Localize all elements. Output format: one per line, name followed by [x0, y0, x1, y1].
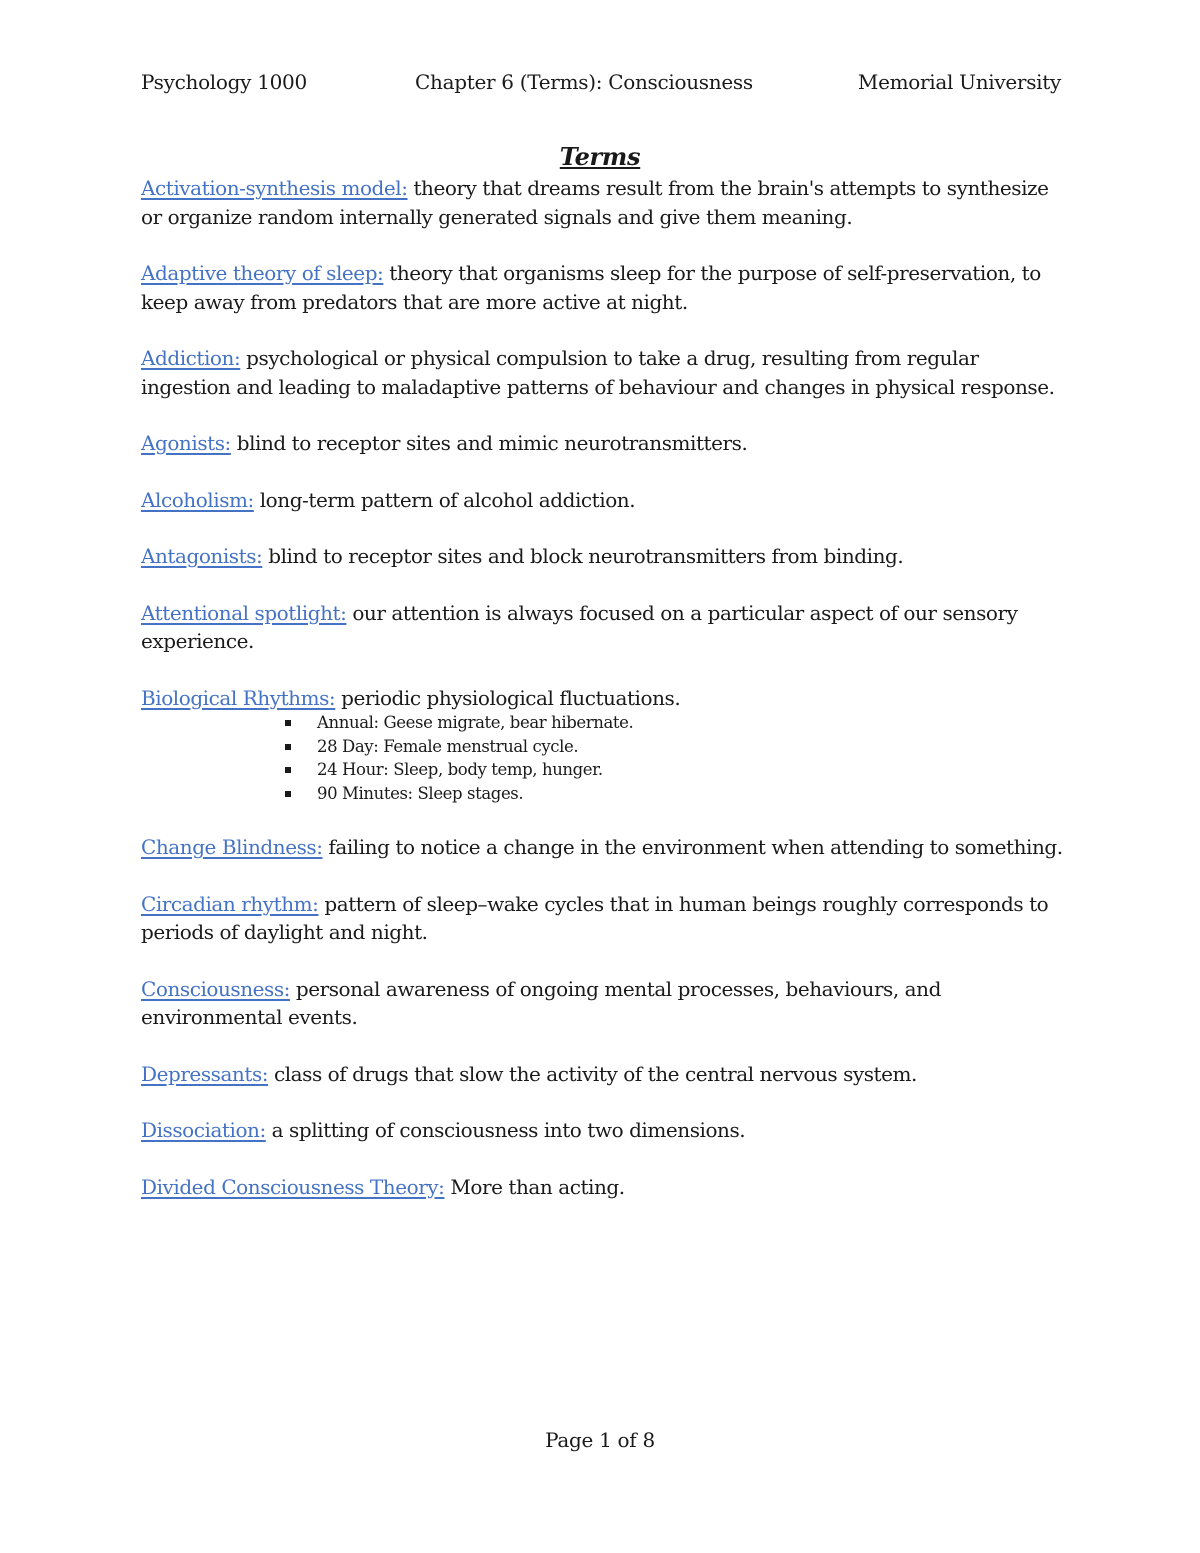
- term-entry: [141, 174, 1066, 231]
- university-name: Memorial University: [857, 70, 1061, 94]
- term-definition: our attention is always focused on a particular aspect of our sensory experience.: [141, 600, 1018, 653]
- term-link[interactable]: Divided Consciousness Theory:: [141, 1174, 445, 1199]
- term-definition: long-term pattern of alcohol addiction.: [253, 487, 636, 512]
- term-entry: [141, 599, 1066, 656]
- term-link[interactable]: Activation-synthesis model:: [141, 176, 408, 200]
- term-definition: theory that organisms sleep for the purpose of self-preservation, to keep away from predators that are more active at night.: [141, 261, 1041, 314]
- page-header: [141, 70, 1061, 100]
- term-entry: [141, 1060, 1066, 1089]
- term-link[interactable]: Agonists:: [141, 431, 231, 455]
- term-definition: More than acting.: [444, 1174, 625, 1199]
- term-entry: [141, 259, 1066, 316]
- term-entry: [141, 1173, 1066, 1202]
- term-link[interactable]: Antagonists:: [141, 544, 263, 568]
- bullet-item: 28 Day: Female menstrual cycle.: [285, 735, 1066, 759]
- term-link[interactable]: Attentional spotlight:: [141, 600, 347, 625]
- term-definition: theory that dreams result from the brain's attempts to synthesize or organize random internally generated signals and give them meaning.: [141, 176, 1049, 229]
- term-entry: [141, 833, 1066, 862]
- bullet-item: Annual: Geese migrate, bear hibernate.: [285, 711, 1066, 735]
- term-link[interactable]: Addiction:: [141, 346, 241, 370]
- section-title: Terms: [559, 142, 641, 171]
- term-link[interactable]: Biological Rhythms:: [141, 685, 336, 710]
- chapter-title: Chapter 6 (Terms): Consciousness: [415, 70, 753, 94]
- term-definition: psychological or physical compulsion to take a drug, resulting from regular ingestion and leading to maladaptive patterns of behaviour and changes in physical response.: [141, 346, 1055, 399]
- term-entry: [141, 684, 1066, 806]
- term-link[interactable]: Consciousness:: [141, 976, 290, 1001]
- term-entry: [141, 344, 1066, 401]
- course-name: Psychology 1000: [141, 70, 307, 94]
- bullet-item: 24 Hour: Sleep, body temp, hunger.: [285, 758, 1066, 782]
- term-definition: pattern of sleep–wake cycles that in human beings roughly corresponds to periods of daylight and night.: [141, 891, 1049, 944]
- term-definition: personal awareness of ongoing mental processes, behaviours, and environmental events.: [141, 976, 941, 1029]
- term-entry: [141, 1116, 1066, 1145]
- term-entry: [141, 975, 1066, 1032]
- term-link[interactable]: Circadian rhythm:: [141, 891, 319, 916]
- term-link[interactable]: Depressants:: [141, 1061, 269, 1086]
- terms-list: [141, 174, 1066, 1229]
- term-link[interactable]: Change Blindness:: [141, 835, 323, 859]
- page-number: Page 1 of 8: [545, 1428, 655, 1452]
- term-definition: class of drugs that slow the activity of the central nervous system.: [268, 1061, 917, 1086]
- term-definition: a splitting of consciousness into two dimensions.: [265, 1118, 746, 1142]
- term-entry: [141, 429, 1066, 458]
- term-entry: [141, 542, 1066, 571]
- term-definition: periodic physiological fluctuations.: [335, 685, 681, 710]
- term-definition: failing to notice a change in the environment when attending to something.: [322, 835, 1063, 859]
- term-entry: [141, 890, 1066, 947]
- bullet-item: 90 Minutes: Sleep stages.: [285, 782, 1066, 806]
- term-link[interactable]: Dissociation:: [141, 1118, 266, 1142]
- rhythm-bullet-list: [141, 711, 1066, 805]
- term-definition: blind to receptor sites and mimic neurotransmitters.: [230, 431, 748, 455]
- term-link[interactable]: Adaptive theory of sleep:: [141, 261, 384, 285]
- term-entry: [141, 486, 1066, 515]
- term-definition: blind to receptor sites and block neurotransmitters from binding.: [262, 544, 904, 568]
- term-link[interactable]: Alcoholism:: [141, 487, 254, 512]
